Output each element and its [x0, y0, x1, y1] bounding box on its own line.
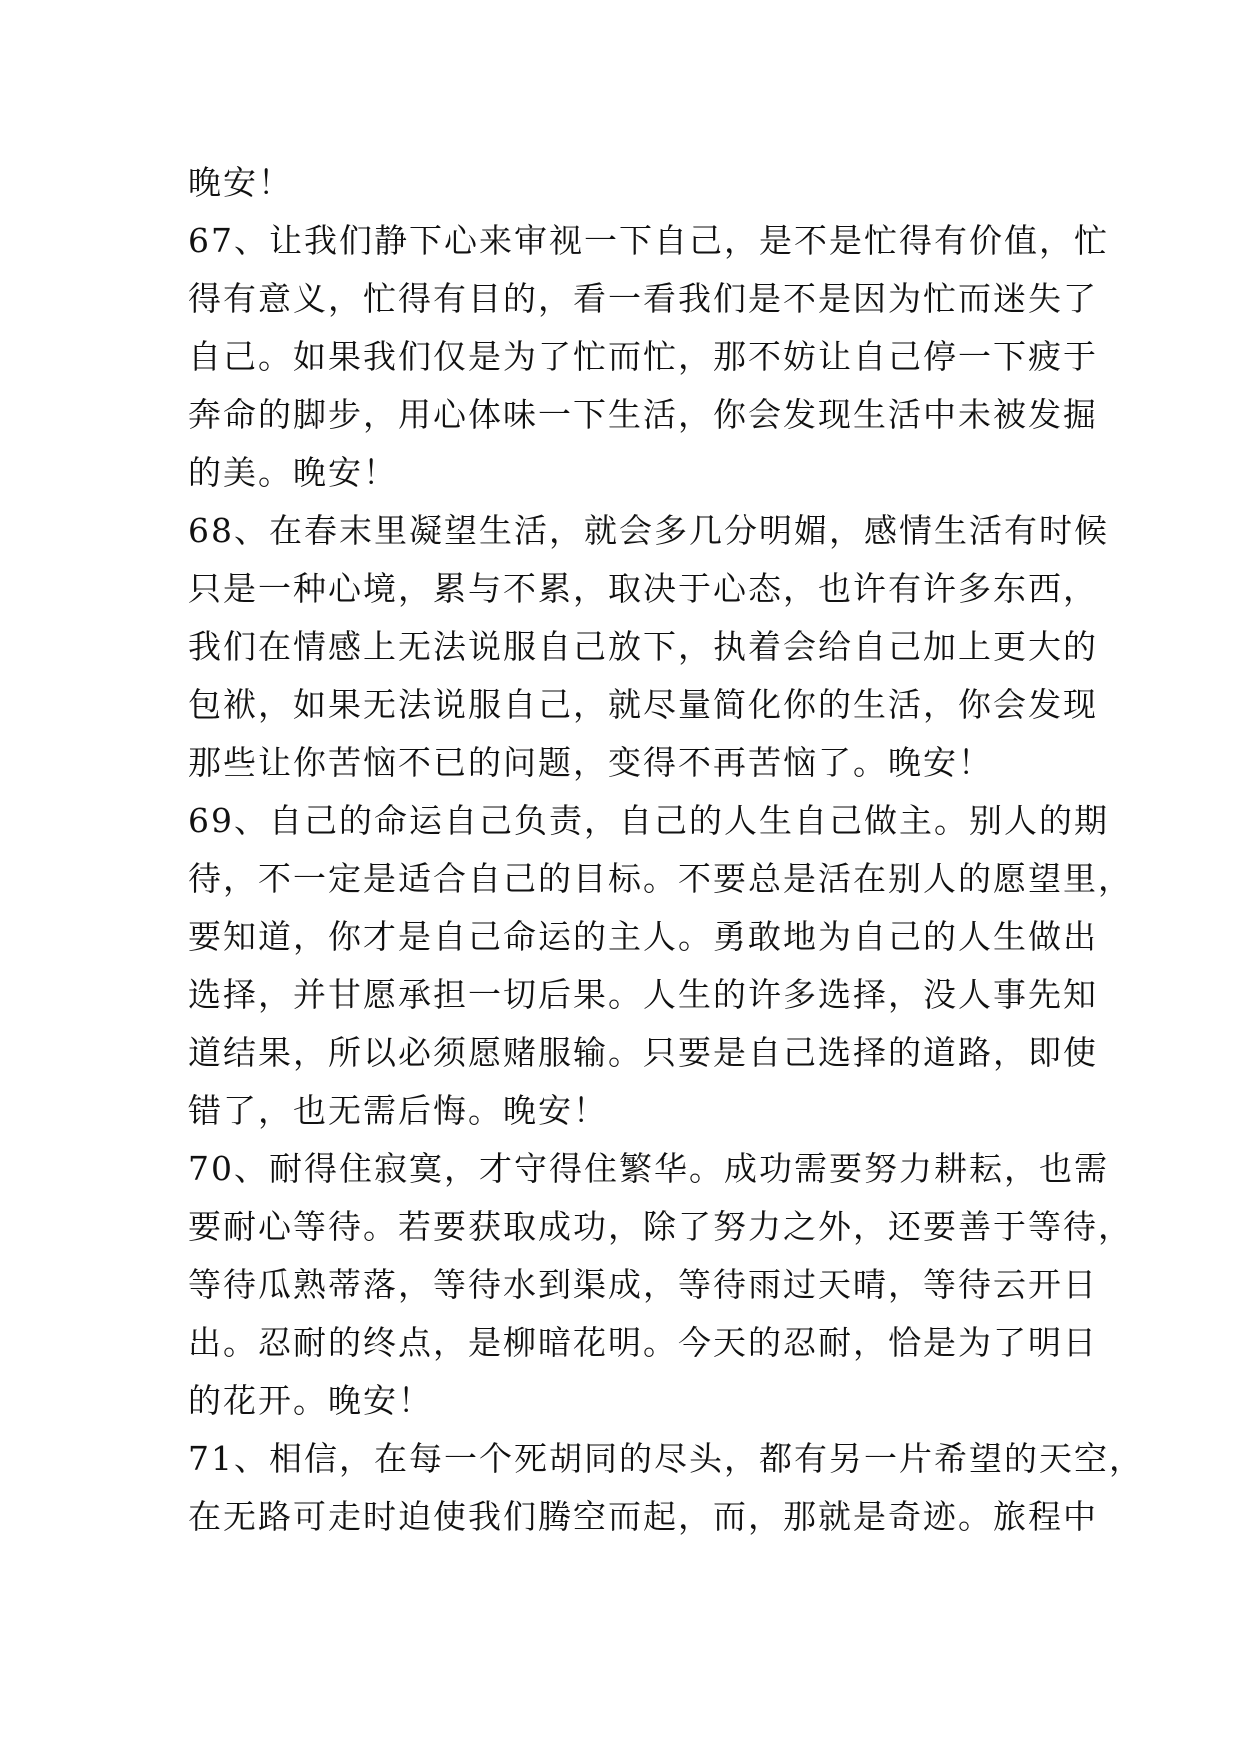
text-line-18: 70、耐得住寂寞，才守得住繁华。成功需要努力耕耘，也需	[188, 1149, 1109, 1188]
text-line-3: 得有意义，忙得有目的，看一看我们是不是因为忙而迷失了	[188, 279, 1098, 318]
text-line-8: 只是一种心境，累与不累，取决于心态，也许有许多东西，	[188, 569, 1098, 608]
text-line-2: 67、让我们静下心来审视一下自己，是不是忙得有价值，忙	[188, 221, 1109, 260]
text-line-12: 69、自己的命运自己负责，自己的人生自己做主。别人的期	[188, 801, 1109, 840]
text-line-14: 要知道，你才是自己命运的主人。勇敢地为自己的人生做出	[188, 917, 1098, 956]
text-line-20: 等待瓜熟蒂落，等待水到渠成，等待雨过天晴，等待云开日	[188, 1265, 1098, 1304]
text-line-13: 待，不一定是适合自己的目标。不要总是活在别人的愿望里，	[188, 859, 1133, 898]
text-line-21: 出。忍耐的终点，是柳暗花明。今天的忍耐，恰是为了明日	[188, 1323, 1098, 1362]
text-line-23: 71、相信，在每一个死胡同的尽头，都有另一片希望的天空，	[188, 1439, 1144, 1478]
text-line-16: 道结果，所以必须愿赌服输。只要是自己选择的道路，即使	[188, 1033, 1098, 1072]
text-line-11: 那些让你苦恼不已的问题，变得不再苦恼了。晚安！	[188, 743, 993, 782]
text-line-1: 晚安！	[188, 163, 293, 202]
text-line-17: 错了，也无需后悔。晚安！	[188, 1091, 608, 1130]
text-line-22: 的花开。晚安！	[188, 1381, 433, 1420]
text-line-7: 68、在春末里凝望生活，就会多几分明媚，感情生活有时候	[188, 511, 1109, 550]
text-line-10: 包袱，如果无法说服自己，就尽量简化你的生活，你会发现	[188, 685, 1098, 724]
text-line-4: 自己。如果我们仅是为了忙而忙，那不妨让自己停一下疲于	[188, 337, 1098, 376]
text-line-6: 的美。晚安！	[188, 453, 398, 492]
text-line-9: 我们在情感上无法说服自己放下，执着会给自己加上更大的	[188, 627, 1098, 666]
text-line-5: 奔命的脚步，用心体味一下生活，你会发现生活中未被发掘	[188, 395, 1098, 434]
text-line-15: 选择，并甘愿承担一切后果。人生的许多选择，没人事先知	[188, 975, 1098, 1014]
text-line-19: 要耐心等待。若要获取成功，除了努力之外，还要善于等待，	[188, 1207, 1133, 1246]
text-line-24: 在无路可走时迫使我们腾空而起，而，那就是奇迹。旅程中	[188, 1497, 1098, 1536]
